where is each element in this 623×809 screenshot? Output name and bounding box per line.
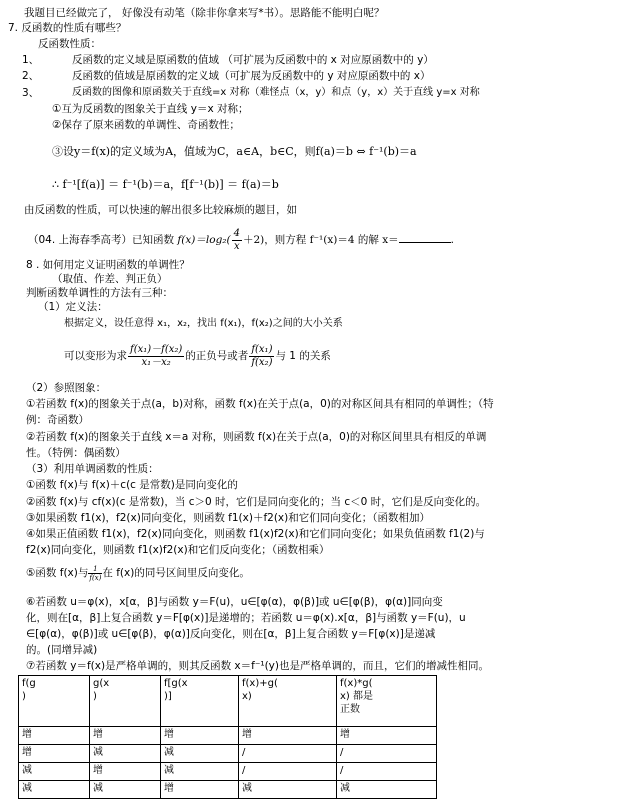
reciprocal-fraction — [88, 565, 102, 582]
q8-title: 8 . 如何用定义证明函数的单调性？ — [26, 259, 190, 271]
frac1-bot: x₁－x₂ — [141, 356, 171, 368]
difference-quotient — [128, 344, 184, 369]
q7-sub-4: ∴ f⁻¹[f(a)] ＝ f⁻¹(b)＝a，f[f⁻¹(b)] ＝ f(a)＝b — [52, 178, 279, 191]
table-cell: 增 — [90, 727, 161, 745]
example-prefix: （04. 上海春季高考）已知函数 — [28, 234, 175, 246]
transform-tail: 与 1 的关系 — [275, 350, 331, 362]
header-cell: g(x ) — [90, 676, 161, 727]
table-row — [19, 727, 617, 745]
example-frac-bot: x — [233, 240, 240, 252]
answer-blank[interactable] — [399, 232, 451, 243]
q8-prop-6d: 的。(同增异减) — [26, 644, 98, 656]
header-cell: f(g ) — [19, 676, 90, 727]
q8-graph-title: （2）参照图象： — [26, 382, 107, 394]
example-tail: ＋2)，则方程 f⁻¹(x)＝4 的解 x＝ — [242, 234, 399, 246]
example-func: f(x)＝log₂( — [177, 234, 231, 246]
q8-prop-3: ③如果函数 f1(x)，f2(x)同向变化，则函数 f1(x)＋f2(x)和它们同向变化；（函数相加） — [26, 512, 430, 524]
p5-frac-bot: f(x) — [89, 573, 102, 582]
q8-prop-2: ②函数 f(x)与 cf(x)(c 是常数)，当 c＞0 时，它们是同向变化的；当 c＜0 时，它们是反向变化的。 — [26, 496, 487, 508]
table-empty-cell — [437, 763, 617, 781]
q7-note: 由反函数的性质，可以快速的解出很多比较麻烦的题目，如 — [24, 204, 297, 216]
table-cell: / — [239, 745, 337, 763]
q8-prop-5 — [26, 563, 250, 583]
table-cell: / — [337, 763, 437, 781]
table-cell: 增 — [161, 727, 239, 745]
q8-prop-6c: ∈[φ(α)，φ(β)]或 u∈[φ(β)，φ(α)]反向变化，则在[α，β]上复合函数 y＝F[φ(x)]是递减 — [26, 628, 436, 640]
q7-example — [28, 227, 454, 253]
q7-item-1-num: 1、 — [22, 54, 40, 66]
ratio-quotient — [249, 344, 274, 369]
transform-prefix: 可以变形为求 — [64, 350, 127, 362]
q7-subtitle: 反函数性质： — [38, 38, 101, 50]
q8-prop-1: ①函数 f(x)与 f(x)＋c(c 是常数)是同向变化的 — [26, 479, 238, 491]
q8-prop-6b: 化，则在[α，β]上复合函数 y＝F[φ(x)]是递增的；若函数 u＝φ(x).x[α，β]与函数 y＝F(u)，u — [26, 612, 466, 624]
frac2-bot: f(x₂) — [251, 356, 273, 368]
q8-prop-6a: ⑥若函数 u＝φ(x)，x[α，β]与函数 y＝F(u)，u∈[φ(α)，φ(β)]或 u∈[φ(β)，φ(α)]同向变 — [26, 596, 443, 608]
transform-mid: 的正负号或者 — [185, 350, 249, 362]
table-cell: 增 — [19, 727, 90, 745]
q8-graph-1a: ①若函数 f(x)的图象关于点(a，b)对称，函数 f(x)在关于点(a，0)的对称区间具有相同的单调性；（特 — [26, 398, 494, 410]
table-row — [19, 745, 617, 763]
frac1-top: f(x₁)－f(x₂) — [130, 343, 183, 355]
table-cell: / — [239, 763, 337, 781]
q7-sub-1: ①互为反函数的图象关于直线 y＝x 对称； — [52, 103, 249, 115]
header-cell: f(x)*g( x) 都是 正数 — [337, 676, 437, 727]
table-row — [19, 763, 617, 781]
q8-graph-2b: 性。（特例：偶函数） — [26, 447, 126, 459]
table-cell: 减 — [19, 763, 90, 781]
p5-frac-top: 1 — [88, 565, 102, 574]
q8-transform — [64, 341, 331, 371]
table-row — [19, 781, 617, 799]
q8-prop-7: ⑦若函数 y＝f(x)是严格单调的，则其反函数 x＝f⁻¹(y)也是严格单调的，而且，它们的增减性相同。 — [26, 660, 489, 672]
table-cell: 减 — [19, 781, 90, 799]
q7-item-3-text: 反函数的图像和原函数关于直线=x 对称（难怪点（x，y）和点（y，x）关于直线 y=x 对称 — [72, 87, 480, 98]
q8-graph-2a: ②若函数 f(x)的图象关于直线 x＝a 对称，则函数 f(x)在关于点(a，0)的对称区间里具有相反的单调 — [26, 431, 487, 443]
table-cell: 减 — [161, 745, 239, 763]
q8-subtitle: （取值、作差、判正负） — [52, 273, 168, 285]
table-header-row — [19, 676, 617, 727]
table-cell: 减 — [90, 781, 161, 799]
table-cell: 减 — [239, 781, 337, 799]
table-cell: 增 — [239, 727, 337, 745]
table-cell: 减 — [90, 745, 161, 763]
q7-title: 7. 反函数的性质有哪些？ — [8, 22, 127, 34]
q8-graph-1b: 例：奇函数） — [26, 414, 89, 426]
q7-sub-3: ③设y＝f(x)的定义域为A，值域为C，a∈A，b∈C，则f(a)＝b ⇔ f⁻¹(b)＝a — [52, 145, 417, 158]
q7-item-3-num: 3、 — [22, 87, 40, 99]
q8-prop-4b: f2(x)同向变化，则函数 f1(x)f2(x)和它们反向变化；（函数相乘） — [26, 544, 330, 556]
table-cell: 减 — [337, 781, 437, 799]
prop5-tail: 在 f(x)的同号区间里反向变化。 — [102, 567, 250, 579]
header-cell: f[g(x )] — [161, 676, 239, 727]
q8-prop-4a: ④如果正值函数 f1(x)，f2(x)同向变化，则函数 f1(x)f2(x)和它们同向变化；如果负值函数 f1(2)与 — [26, 528, 485, 540]
table-empty-cell — [437, 745, 617, 763]
table-cell: 减 — [161, 763, 239, 781]
prop5-prefix: ⑤函数 f(x)与 — [26, 567, 89, 579]
table-cell: 增 — [337, 727, 437, 745]
table-empty-cell — [437, 676, 617, 727]
frac2-top: f(x₁) — [251, 343, 273, 355]
q8-prop-title: （3）利用单调函数的性质： — [26, 463, 159, 475]
q8-def-title: （1）定义法： — [38, 301, 108, 313]
table-cell: 增 — [19, 745, 90, 763]
example-end: . — [450, 234, 454, 246]
q7-item-2-text: 反函数的值域是原函数的定义域（可扩展为反函数中的 y 对应原函数中的 x） — [72, 70, 431, 82]
example-fraction — [232, 228, 242, 253]
monotonicity-table — [18, 675, 617, 799]
table-cell: 增 — [161, 781, 239, 799]
q7-item-1-text: 反函数的定义域是原函数的值域 （可扩展为反函数中的 x 对应原函数中的 y） — [72, 54, 434, 66]
q8-methods: 判断函数单调性的方法有三种： — [26, 287, 173, 299]
table-cell: 增 — [90, 763, 161, 781]
table-empty-cell — [437, 781, 617, 799]
q7-item-2-num: 2、 — [22, 70, 40, 82]
header-cell: f(x)+g( x) — [239, 676, 337, 727]
q8-def-text: 根据定义，设任意得 x₁，x₂，找出 f(x₁)，f(x₂)之间的大小关系 — [64, 318, 343, 329]
q7-sub-2: ②保存了原来函数的单调性、奇函数性； — [52, 119, 240, 131]
example-frac-top: 4 — [233, 227, 240, 239]
table-cell: / — [337, 745, 437, 763]
intro-text: 我题目已经做完了， 好像没有动笔（除非你拿来写*书）。思路能不能明白呢？ — [24, 7, 385, 19]
table-empty-cell — [437, 727, 617, 745]
